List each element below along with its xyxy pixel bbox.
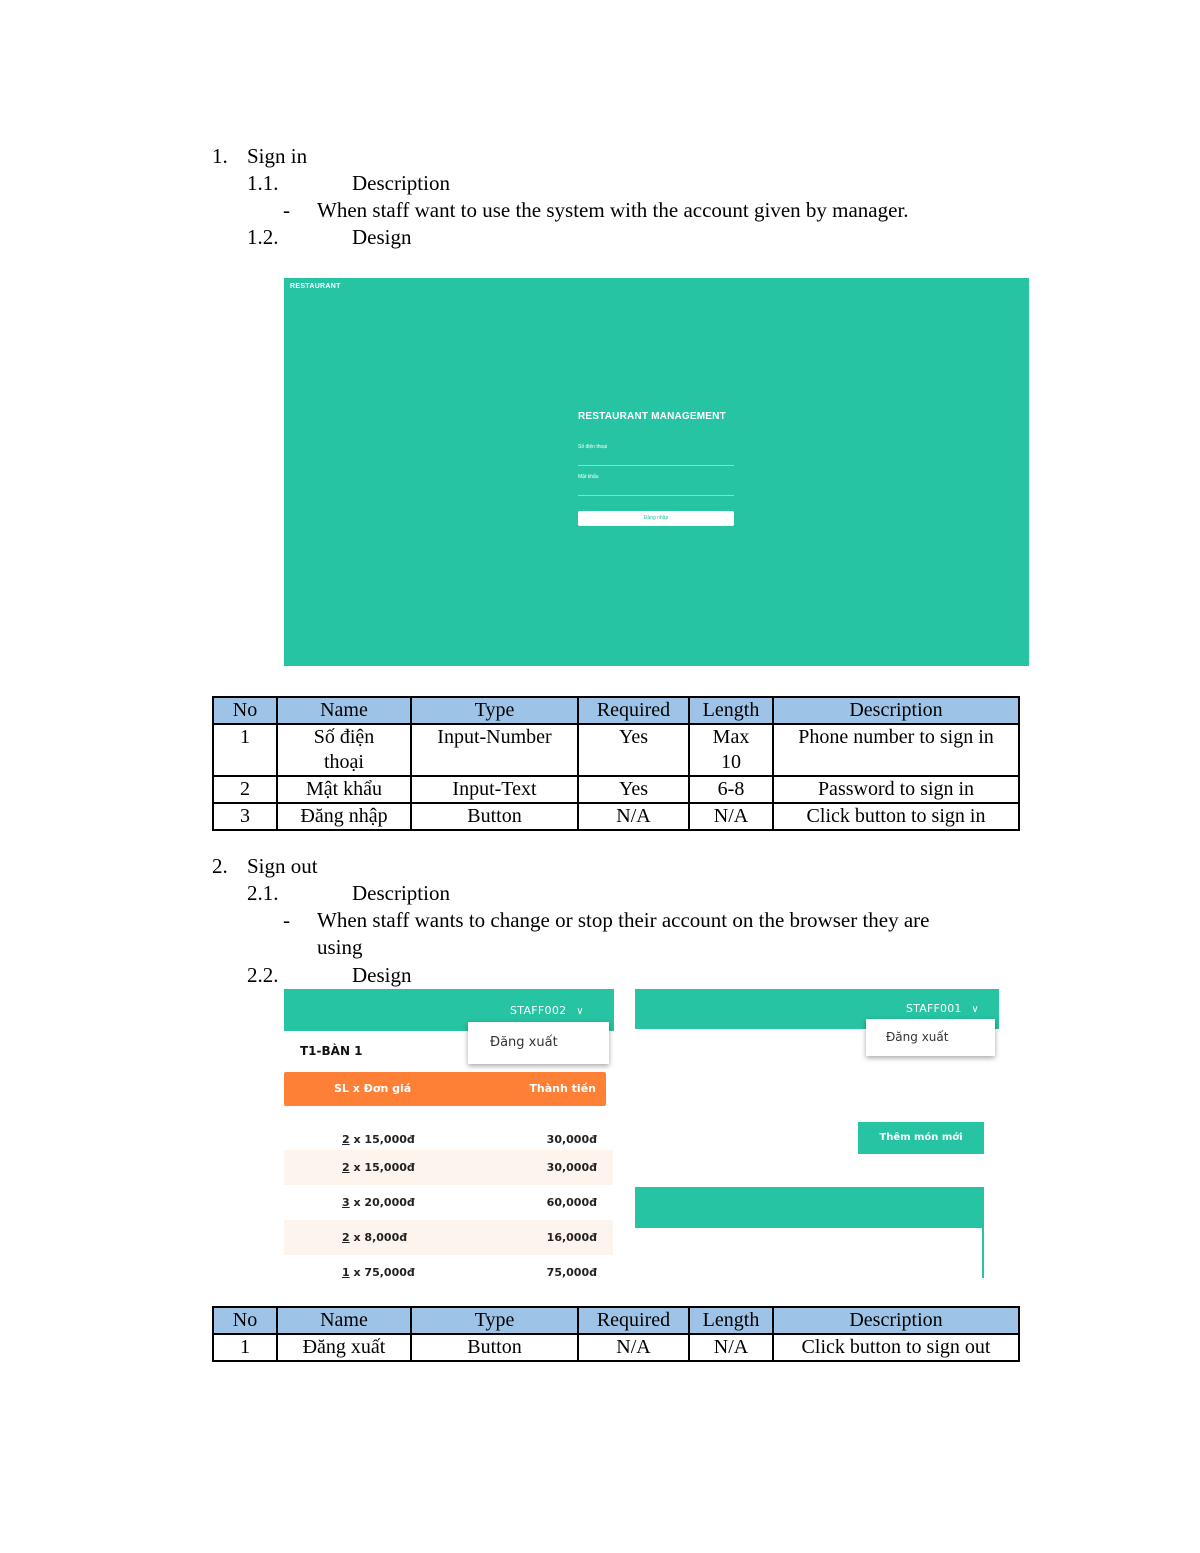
- cell-no: 1: [213, 724, 277, 776]
- order-price: x 15,000đ: [353, 1161, 415, 1174]
- section-1-2-title: Design: [352, 225, 412, 249]
- col-length: Length: [689, 1307, 773, 1334]
- section-2-number: 2.: [212, 854, 228, 878]
- order-row: [284, 1150, 613, 1185]
- col-type: Type: [411, 697, 578, 724]
- signin-screen-mock: [284, 278, 1029, 666]
- cell-type: Button: [411, 803, 578, 830]
- cell-description: Password to sign in: [773, 776, 1019, 803]
- cell-no: 1: [213, 1334, 277, 1361]
- table-name: T1-BÀN 1: [300, 1044, 363, 1058]
- cell-length: 6-8: [689, 776, 773, 803]
- cell-description: Click button to sign out: [773, 1334, 1019, 1361]
- order-qty: 3: [342, 1196, 350, 1209]
- signout-spec-table: [212, 1306, 1020, 1362]
- password-label: Mật khẩu: [578, 474, 599, 480]
- order-price: x 20,000đ: [353, 1196, 415, 1209]
- cell-no: 2: [213, 776, 277, 803]
- section-1-1-title: Description: [352, 171, 450, 195]
- logout-button[interactable]: Đăng xuất: [490, 1035, 558, 1050]
- logout-button[interactable]: Đăng xuất: [886, 1030, 949, 1044]
- cell-type: Input-Number: [411, 724, 578, 776]
- username: STAFF002: [510, 1004, 567, 1017]
- section-1-title: Sign in: [247, 144, 308, 168]
- cell-no: 3: [213, 803, 277, 830]
- cell-type: Button: [411, 1334, 578, 1361]
- section-2-1-title: Description: [352, 881, 450, 905]
- col-required: Required: [578, 697, 689, 724]
- col-description: Description: [773, 697, 1019, 724]
- order-header: [284, 1072, 606, 1106]
- col-no: No: [213, 1307, 277, 1334]
- cell-name: Mật khẩu: [277, 776, 411, 803]
- bullet: -: [283, 908, 290, 932]
- table-row: [213, 1334, 1019, 1361]
- user-menu-right[interactable]: [906, 1002, 979, 1015]
- table-row: [213, 803, 1019, 830]
- col-name: Name: [277, 1307, 411, 1334]
- table-row: [213, 776, 1019, 803]
- cell-required: Yes: [578, 776, 689, 803]
- username: STAFF001: [906, 1002, 962, 1015]
- order-qty: 2: [342, 1133, 350, 1146]
- section-1-1-number: 1.1.: [247, 171, 279, 195]
- login-title: RESTAURANT MANAGEMENT: [578, 411, 726, 422]
- order-total: 30,000đ: [546, 1161, 597, 1174]
- col-type: Type: [411, 1307, 578, 1334]
- cell-description: Phone number to sign in: [773, 724, 1019, 776]
- phone-input[interactable]: [578, 465, 734, 466]
- section-2-2-title: Design: [352, 963, 412, 987]
- order-qty: 2: [342, 1231, 350, 1244]
- brand-logo: RESTAURANT: [290, 283, 341, 290]
- user-menu[interactable]: [510, 1004, 584, 1017]
- section-2-1-number: 2.1.: [247, 881, 279, 905]
- col-description: Description: [773, 1307, 1019, 1334]
- table-row: [213, 724, 1019, 776]
- cell-name: Đăng nhập: [277, 803, 411, 830]
- order-total: 60,000đ: [546, 1196, 597, 1209]
- cell-required: Yes: [578, 724, 689, 776]
- section-1-description: When staff want to use the system with the account given by manager.: [317, 198, 909, 222]
- section-2-description-line-2: using: [317, 935, 363, 959]
- table-header-row: [213, 1307, 1019, 1334]
- order-total: 75,000đ: [546, 1266, 597, 1279]
- section-2-description-line-1: When staff wants to change or stop their account on the browser they are: [317, 908, 930, 932]
- cell-type: Input-Text: [411, 776, 578, 803]
- cell-required: N/A: [578, 803, 689, 830]
- col-qty-price: SL x Đơn giá: [334, 1082, 412, 1095]
- order-total: 30,000đ: [546, 1133, 597, 1146]
- order-price: x 8,000đ: [353, 1231, 408, 1244]
- order-qty: 1: [342, 1266, 350, 1279]
- cell-name: Số điện thoại: [277, 724, 411, 776]
- order-qty: 2: [342, 1161, 350, 1174]
- cell-length: N/A: [689, 1334, 773, 1361]
- col-name: Name: [277, 697, 411, 724]
- panel-border: [982, 1228, 984, 1278]
- col-length: Length: [689, 697, 773, 724]
- add-item-button[interactable]: Thêm món mới: [858, 1122, 984, 1154]
- cell-name: Đăng xuất: [277, 1334, 411, 1361]
- order-price: x 75,000đ: [353, 1266, 415, 1279]
- col-required: Required: [578, 1307, 689, 1334]
- col-no: No: [213, 697, 277, 724]
- order-row: [284, 1185, 613, 1220]
- order-price: x 15,000đ: [353, 1133, 415, 1146]
- cell-length: Max 10: [689, 724, 773, 776]
- chevron-down-icon: ∨: [971, 1004, 979, 1015]
- table-header-row: [213, 697, 1019, 724]
- cell-required: N/A: [578, 1334, 689, 1361]
- login-button[interactable]: Đăng nhập: [578, 511, 734, 526]
- panel-header: [635, 1187, 984, 1228]
- section-1-number: 1.: [212, 144, 228, 168]
- chevron-down-icon: ∨: [576, 1006, 584, 1017]
- logout-dropdown: [468, 1022, 609, 1064]
- order-row: [284, 1255, 613, 1281]
- cell-length: N/A: [689, 803, 773, 830]
- order-total: 16,000đ: [546, 1231, 597, 1244]
- cell-description: Click button to sign in: [773, 803, 1019, 830]
- signin-spec-table: [212, 696, 1020, 831]
- section-2-2-number: 2.2.: [247, 963, 279, 987]
- order-row: [284, 1220, 613, 1255]
- phone-label: Số điện thoại: [578, 444, 608, 450]
- logout-dropdown-right: [866, 1019, 995, 1056]
- col-total: Thành tiền: [529, 1082, 596, 1095]
- password-input[interactable]: [578, 495, 734, 496]
- section-1-2-number: 1.2.: [247, 225, 279, 249]
- section-2-title: Sign out: [247, 854, 318, 878]
- bullet: -: [283, 198, 290, 222]
